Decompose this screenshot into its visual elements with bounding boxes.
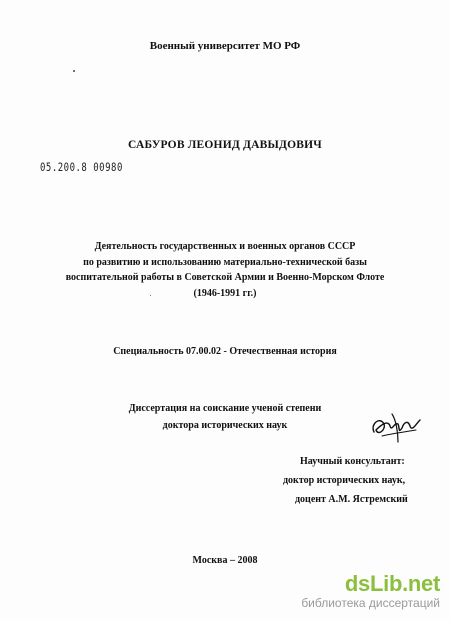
dslib-watermark[interactable]	[301, 572, 440, 610]
scan-speck	[150, 295, 151, 296]
degree-line: Диссертация на соискание ученой степени	[128, 403, 322, 414]
handwritten-signature	[368, 410, 424, 446]
city-and-year: Москва – 2008	[192, 555, 258, 566]
specialty-line: Специальность 07.00.02 - Отечественная история	[113, 346, 337, 357]
watermark-brand: dsLib.net	[344, 571, 440, 596]
title-line: по развитию и использованию материально-технической базы	[83, 256, 367, 268]
consultant-line: Научный консультант:	[300, 456, 405, 467]
consultant-line: доцент А.М. Ястремский	[295, 494, 408, 505]
consultant-line: доктор исторических наук,	[283, 475, 406, 486]
title-line: Деятельность государственных и военных органов СССР	[94, 241, 356, 252]
title-line: (1946-1991 гг.)	[193, 287, 257, 299]
scientific-consultant	[283, 452, 408, 509]
author-name: САБУРОВ ЛЕОНИД ДАВЫДОВИЧ	[128, 139, 322, 151]
watermark-subtitle: библиотека диссертаций	[301, 596, 440, 610]
dissertation-title	[0, 239, 450, 301]
degree-line: доктора исторических наук	[162, 420, 288, 431]
title-line: воспитательной работы в Советской Армии и Военно-Морском Флоте	[65, 272, 385, 283]
institution-name: Военный университет МО РФ	[149, 40, 301, 52]
archive-stamp-number: 05.200.8 00980	[40, 162, 123, 175]
scan-speck	[73, 70, 75, 72]
